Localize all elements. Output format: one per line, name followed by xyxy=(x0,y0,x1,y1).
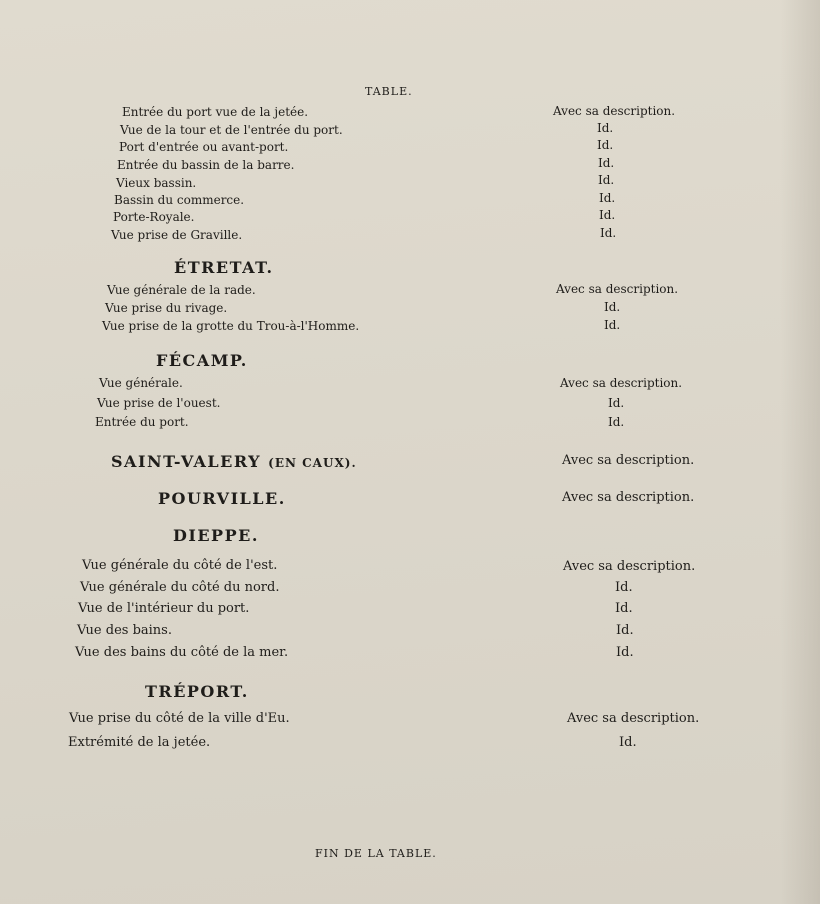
toc-item-desc: Id. xyxy=(599,191,616,205)
toc-item: Vieux bassin. xyxy=(116,176,197,190)
section-heading-saint-valery-name: SAINT-VALERY xyxy=(111,452,262,471)
toc-item-desc: Avec sa description. xyxy=(556,282,679,296)
section-desc-saint-valery: Avec sa description. xyxy=(562,453,695,468)
toc-item: Vue prise de Graville. xyxy=(111,228,243,242)
toc-item: Entrée du port vue de la jetée. xyxy=(122,105,309,119)
toc-item-desc: Id. xyxy=(598,173,615,187)
toc-item: Porte-Royale. xyxy=(113,210,195,224)
toc-item-desc: Avec sa description. xyxy=(563,559,696,574)
toc-item-desc: Id. xyxy=(608,396,625,410)
toc-item-desc: Id. xyxy=(604,318,621,332)
toc-item-desc: Avec sa description. xyxy=(567,711,700,726)
toc-item-desc: Id. xyxy=(608,415,625,429)
toc-item-desc: Id. xyxy=(604,300,621,314)
toc-item: Entrée du bassin de la barre. xyxy=(117,158,295,172)
section-heading-pourville: POURVILLE. xyxy=(158,489,286,508)
toc-item-desc: Id. xyxy=(597,138,614,152)
toc-item-desc: Id. xyxy=(600,226,617,240)
toc-item: Vue générale du côté du nord. xyxy=(80,580,280,595)
toc-item: Vue de l'intérieur du port. xyxy=(78,601,250,616)
section-heading-dieppe: DIEPPE. xyxy=(173,526,259,545)
toc-item: Vue générale. xyxy=(99,376,183,390)
toc-item-desc: Avec sa description. xyxy=(560,376,683,390)
section-heading-etretat: ÉTRETAT. xyxy=(174,258,274,277)
section-heading-saint-valery xyxy=(111,454,357,470)
toc-item: Port d'entrée ou avant-port. xyxy=(119,140,289,154)
page-title: TABLE. xyxy=(365,85,413,98)
toc-item-desc: Id. xyxy=(615,580,633,595)
toc-item: Vue prise de la grotte du Trou-à-l'Homme. xyxy=(102,319,360,333)
toc-item-desc: Id. xyxy=(616,623,634,638)
toc-item: Vue des bains. xyxy=(77,623,172,638)
section-heading-treport: TRÉPORT. xyxy=(145,682,249,701)
toc-item-desc: Id. xyxy=(598,156,615,170)
toc-item: Vue des bains du côté de la mer. xyxy=(75,645,289,660)
toc-item-desc: Id. xyxy=(619,735,637,750)
toc-item: Extrémité de la jetée. xyxy=(68,735,211,750)
page-footer: FIN DE LA TABLE. xyxy=(315,847,437,860)
section-heading-saint-valery-sub: (EN CAUX). xyxy=(268,456,357,470)
toc-item: Entrée du port. xyxy=(95,415,189,429)
toc-item-desc: Id. xyxy=(616,645,634,660)
toc-item-desc: Avec sa description. xyxy=(553,104,676,118)
toc-item: Vue générale de la rade. xyxy=(107,283,256,297)
toc-item: Vue de la tour et de l'entrée du port. xyxy=(120,123,343,137)
section-heading-fecamp: FÉCAMP. xyxy=(156,351,248,370)
toc-item-desc: Id. xyxy=(599,208,616,222)
toc-item: Vue prise de l'ouest. xyxy=(97,396,221,410)
toc-item: Vue prise du côté de la ville d'Eu. xyxy=(69,711,290,726)
toc-item: Vue générale du côté de l'est. xyxy=(82,558,278,573)
section-desc-pourville: Avec sa description. xyxy=(562,490,695,505)
toc-item-desc: Id. xyxy=(615,601,633,616)
toc-item: Vue prise du rivage. xyxy=(105,301,228,315)
toc-item-desc: Id. xyxy=(597,121,614,135)
toc-item: Bassin du commerce. xyxy=(114,193,245,207)
